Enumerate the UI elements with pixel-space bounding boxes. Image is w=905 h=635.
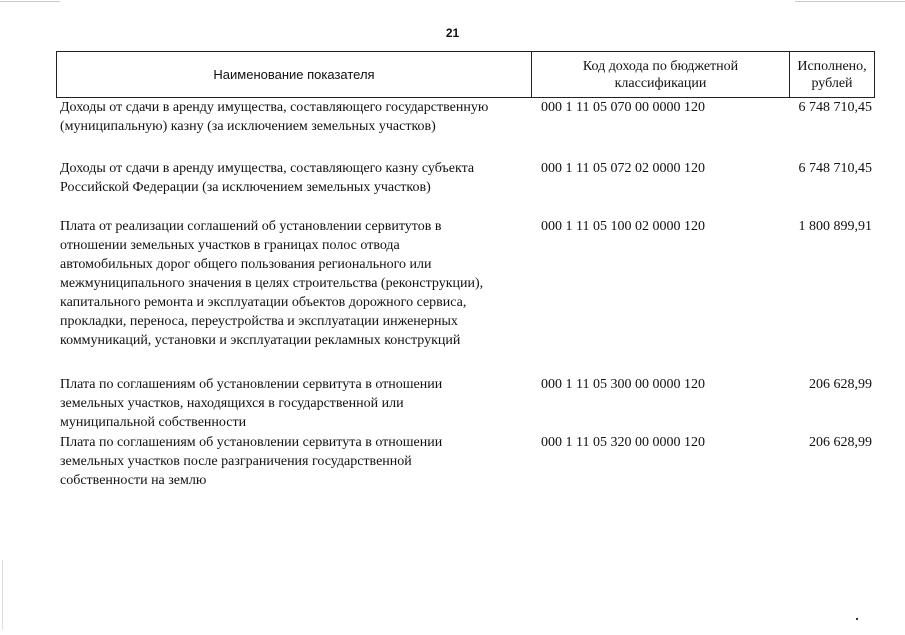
row-name-line: Плата по соглашениям об установлении сервитута в отношении xyxy=(60,435,443,450)
row-name-line: (муниципальную) казну (за исключением земельных участков) xyxy=(60,119,436,134)
row-name-line: автомобильных дорог общего пользования регионального или xyxy=(60,257,432,272)
header-code-label-line2: классификации xyxy=(614,75,707,91)
row-name-line: межмуниципального значения в целях строительства (реконструкции), xyxy=(60,276,484,291)
page-number: 21 xyxy=(445,26,460,40)
row-name-line: собственности на землю xyxy=(60,473,207,488)
row-name-line: Плата от реализации соглашений об установлении сервитутов в xyxy=(60,219,442,234)
row-code: 000 1 11 05 072 02 0000 120 xyxy=(541,161,705,176)
row-name xyxy=(60,433,530,490)
row-name-line: Доходы от сдачи в аренду имущества, составляющего казну субъекта xyxy=(60,161,475,176)
row-name xyxy=(60,98,530,136)
row-name-line: отношении земельных участков в границах полос отвода xyxy=(60,238,400,253)
row-amount: 6 748 710,45 xyxy=(798,100,872,115)
header-executed-label: Исполнено, рублей xyxy=(797,58,867,91)
row-code: 000 1 11 05 300 00 0000 120 xyxy=(541,377,705,392)
row-name-line: капитального ремонта и эксплуатации объектов дорожного сервиса, xyxy=(60,295,467,310)
row-name xyxy=(60,217,530,350)
row-name-line: Плата по соглашениям об установлении сервитута в отношении xyxy=(60,377,443,392)
row-amount: 1 800 899,91 xyxy=(798,219,872,234)
row-code: 000 1 11 05 070 00 0000 120 xyxy=(541,100,705,115)
row-name-line: земельных участков, находящихся в государственной или xyxy=(60,396,404,411)
row-name-line: коммуникаций, установки и эксплуатации рекламных конструкций xyxy=(60,333,461,348)
row-amount: 6 748 710,45 xyxy=(798,161,872,176)
scan-artifact xyxy=(2,560,3,630)
row-amount: 206 628,99 xyxy=(809,377,872,392)
row-name-line: Доходы от сдачи в аренду имущества, составляющего государственную xyxy=(60,100,489,115)
header-name-label: Наименование показателя xyxy=(213,67,375,82)
header-name-column xyxy=(57,52,532,97)
header-code-column xyxy=(532,52,790,97)
row-code: 000 1 11 05 100 02 0000 120 xyxy=(541,219,705,234)
row-name-line: Российской Федерации (за исключением земельных участков) xyxy=(60,180,431,195)
table-header xyxy=(56,51,875,98)
header-executed-column xyxy=(790,52,874,97)
row-name xyxy=(60,159,530,197)
row-name-line: муниципальной собственности xyxy=(60,415,247,430)
row-amount: 206 628,99 xyxy=(809,435,872,450)
row-name-line: прокладки, переноса, переустройства и эксплуатации инженерных xyxy=(60,314,458,329)
scan-artifact xyxy=(795,1,905,2)
header-code-label-line1: Код дохода по бюджетной xyxy=(582,58,739,74)
row-code: 000 1 11 05 320 00 0000 120 xyxy=(541,435,705,450)
scan-artifact xyxy=(856,618,858,620)
row-name-line: земельных участков после разграничения государственной xyxy=(60,454,412,469)
scan-artifact xyxy=(0,1,60,2)
row-name xyxy=(60,375,530,432)
